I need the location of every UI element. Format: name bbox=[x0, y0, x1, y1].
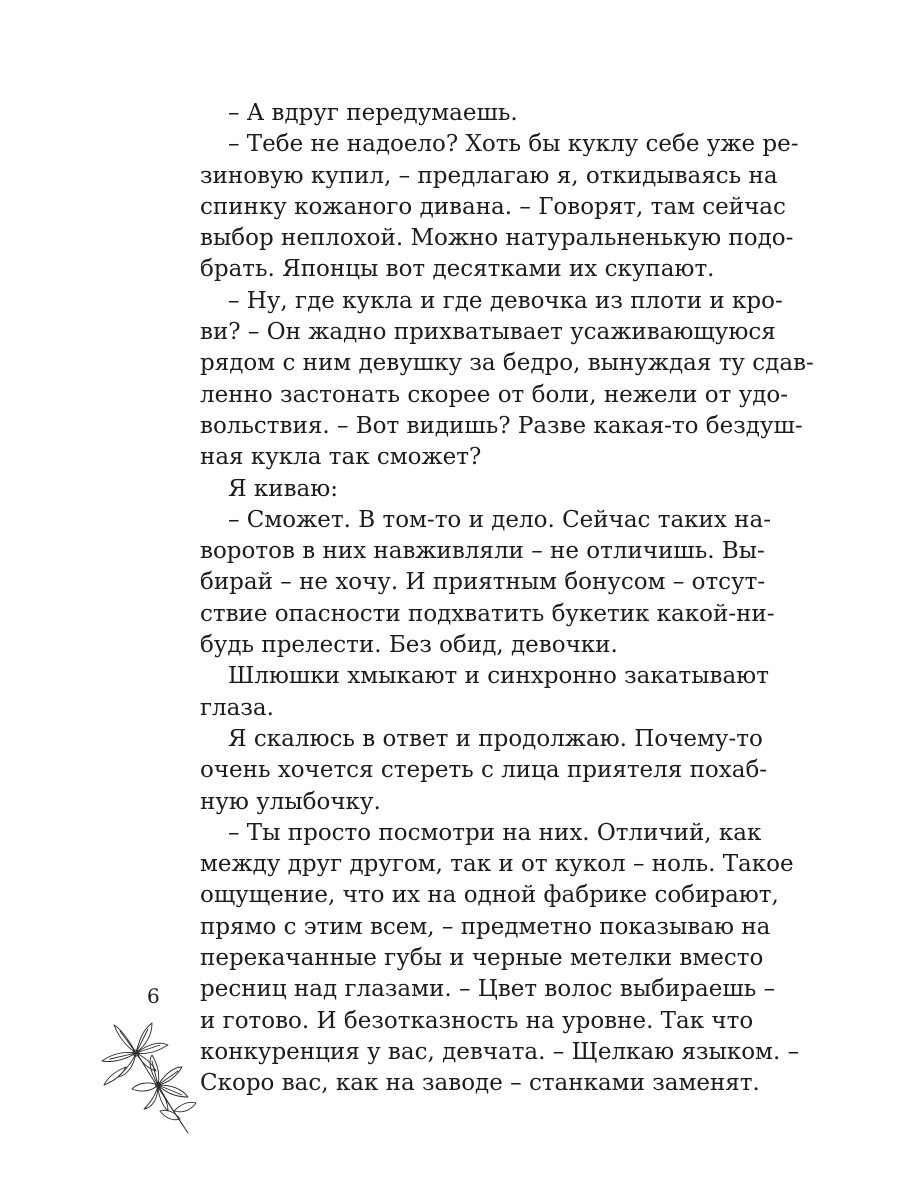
text-line: Я скалюсь в ответ и продолжаю. Почему-то bbox=[228, 725, 763, 752]
text-line: Скоро вас, как на заводе – станками заменят. bbox=[200, 1070, 760, 1097]
text-line: выбор неплохой. Можно натуральненькую подо- bbox=[200, 225, 794, 252]
text-line: спинку кожаного дивана. – Говорят, там сейчас bbox=[200, 193, 786, 220]
text-line: ную улыбочку. bbox=[200, 788, 381, 815]
text-line: Я киваю: bbox=[228, 475, 339, 502]
text-line: рядом с ним девушку за бедро, вынуждая ту сдав- bbox=[200, 350, 814, 377]
text-line: воротов в них навживляли – не отличишь. Вы- bbox=[200, 538, 765, 565]
text-line: ствие опасности подхватить букетик какой-ни- bbox=[200, 600, 775, 627]
body-text bbox=[200, 98, 814, 1100]
text-line: перекачанные губы и черные метелки вместо bbox=[200, 945, 764, 972]
text-line: ощущение, что их на одной фабрике собирают, bbox=[200, 882, 779, 909]
text-line: между друг другом, так и от кукол – ноль. Такое bbox=[200, 851, 794, 878]
text-line: будь прелести. Без обид, девочки. bbox=[200, 632, 618, 659]
text-line: – Ты просто посмотри на них. Отличий, как bbox=[228, 819, 762, 846]
text-line: – Ну, где кукла и где девочка из плоти и кро- bbox=[228, 287, 783, 314]
text-line: Шлюшки хмыкают и синхронно закатывают bbox=[228, 663, 769, 690]
text-line: прямо с этим всем, – предметно показываю на bbox=[200, 913, 771, 940]
text-line: – Сможет. В том-то и дело. Сейчас таких на- bbox=[228, 506, 771, 533]
flower-ornament-icon bbox=[96, 1015, 206, 1135]
text-line: и готово. И безотказность на уровне. Так что bbox=[200, 1007, 754, 1034]
text-line: – А вдруг передумаешь. bbox=[228, 100, 518, 126]
text-line: вольствия. – Вот видишь? Разве какая-то бездуш- bbox=[200, 412, 803, 439]
text-line: конкуренция у вас, девчата. – Щелкаю языком. – bbox=[200, 1038, 800, 1065]
text-line: зиновую купил, – предлагаю я, откидываясь на bbox=[200, 162, 778, 189]
text-line: ви? – Он жадно прихватывает усаживающуюся bbox=[200, 319, 776, 346]
page-number: 6 bbox=[147, 984, 160, 1008]
text-line: ная кукла так сможет? bbox=[200, 444, 482, 471]
text-line: – Тебе не надоело? Хоть бы куклу себе уже ре- bbox=[228, 131, 799, 158]
text-line: глаза. bbox=[200, 694, 274, 721]
text-line: ленно застонать скорее от боли, нежели от удо- bbox=[200, 381, 789, 408]
text-line: бирай – не хочу. И приятным бонусом – отсут- bbox=[200, 569, 766, 596]
text-line: ресниц над глазами. – Цвет волос выбираешь – bbox=[200, 976, 776, 1003]
text-line: брать. Японцы вот десятками их скупают. bbox=[200, 256, 715, 283]
text-line: очень хочется стереть с лица приятеля похаб- bbox=[200, 757, 768, 784]
